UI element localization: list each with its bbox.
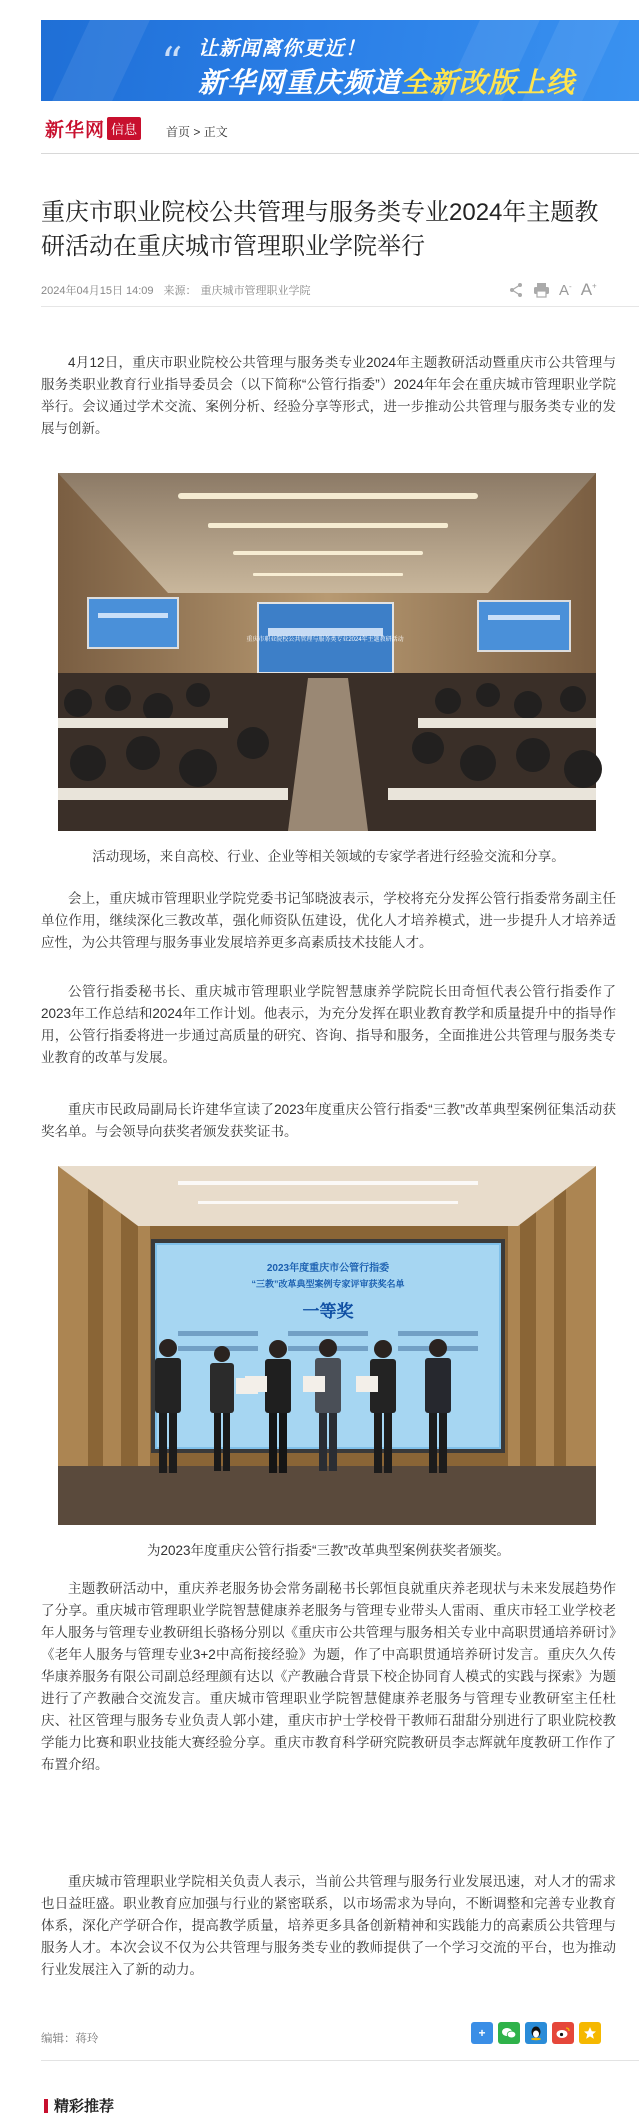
article-meta: [41, 282, 321, 298]
event-photo-awards: [58, 1166, 596, 1525]
share-bar: [471, 2022, 601, 2044]
recommend-heading: 精彩推荐: [44, 2095, 114, 2116]
font-larger-icon[interactable]: A+: [580, 280, 597, 299]
quote-mark-icon: “: [161, 38, 183, 87]
breadcrumb-current: 正文: [203, 125, 228, 139]
article-paragraph: 重庆城市管理职业学院相关负责人表示，当前公共管理与服务行业发展迅速，对人才的需求也日益旺盛。职业教育应加强与行业的紧密联系，以市场需求为导向，不断调整和完善专业教育体系，深化产学研合作，提高教学质量，培养更多具备创新精神和实践能力的高素质公共管理与服务人才。本次会议不仅为公共管理与服务类专业的教师提供了一个学习交流的平台，也为推动行业发展注入了新的动力。: [41, 1874, 616, 1977]
article-paragraph: 重庆市民政局副局长许建华宣读了2023年度重庆公管行指委“三教”改革典型案例征集活动获奖名单。与会领导向获奖者颁发获奖证书。: [41, 1102, 616, 1139]
event-photo-conference: [58, 473, 596, 831]
header-divider: [41, 153, 639, 154]
breadcrumb-separator: >: [193, 125, 201, 139]
promo-banner[interactable]: [41, 20, 639, 101]
photo1-screen-text: 重庆市职业院校公共管理与服务类专业2024年主题教研活动: [246, 637, 404, 643]
photo-caption: 为2023年度重庆公管行指委“三教”改革典型案例获奖者颁奖。: [146, 1543, 511, 1558]
footer-divider: [41, 2060, 639, 2061]
editor-name: 蒋玲: [75, 2033, 99, 2045]
weibo-icon[interactable]: [552, 2022, 574, 2044]
editor-credit: 编辑：蒋玲: [41, 2033, 99, 2045]
banner-slogan: 让新闻离你更近！: [198, 38, 366, 60]
article-paragraph: 公管行指委秘书长、重庆城市管理职业学院智慧康养学院院长田奇恒代表公管行指委作了2023年工作总结和2024年工作计划。他表示，为充分发挥在职业教育教学和质量提升中的指导作用，公管行指委将进一步通过高质量的研究、咨询、指导和服务，全面推进公共管理与服务类专业教育的改革与发展。: [41, 984, 616, 1065]
source-label: 来源：: [163, 285, 197, 297]
article-title: 重庆市职业院校公共管理与服务类专业2024年主题教研活动在重庆城市管理职业学院举行: [41, 199, 599, 260]
qzone-icon[interactable]: [579, 2022, 601, 2044]
article-tools: [508, 280, 597, 300]
font-smaller-icon[interactable]: A-: [559, 281, 572, 299]
publish-date: 2024年04月15日 14:09: [41, 285, 154, 297]
wechat-icon[interactable]: [498, 2022, 520, 2044]
share-icon[interactable]: [508, 282, 524, 298]
article-paragraph: 会上，重庆城市管理职业学院党委书记邹晓波表示，学校将充分发挥公管行指委常务副主任单位作用，继续深化三教改革，强化师资队伍建设，优化人才培养模式，进一步提升人才培养适应性，为公共管理与服务事业发展培养更多高素质技术技能人才。: [41, 891, 616, 950]
photo2-screen-line1: 2023年度重庆市公管行指委: [266, 1263, 390, 1274]
print-icon[interactable]: [533, 282, 550, 298]
source-name: 重庆城市管理职业学院: [200, 285, 311, 297]
meta-divider: [41, 306, 639, 307]
site-logo[interactable]: 新华网 信息: [45, 116, 141, 140]
article-paragraph: 主题教研活动中，重庆养老服务协会常务副秘书长郭恒良就重庆养老现状与未来发展趋势作了分享。重庆城市管理职业学院智慧健康养老服务与管理专业带头人雷雨、重庆市轻工业学校老年人服务与管理专业教研组长骆杨分别以《重庆市公共管理与服务相关专业中高职贯通培养研讨》《老年人服务与管理专业3+2中高衔接经验》为题，作了中高职贯通培养研讨发言。重庆久久传华康养服务有限公司副总经理颜有达以《产教融合背景下校企协同育人模式的实践与探索》为题进行了产教融合交流发言。重庆城市管理职业学院智慧健康养老服务与管理专业教研室主任杜庆、社区管理与服务专业负责人郭小建，重庆市护士学校骨干教师石甜甜分别进行了职业院校教学能力比赛和职业技能大赛经验分享。重庆市教育科学研究院教研员李志辉就年度教研工作作了布置介绍。: [41, 1581, 616, 1772]
banner-headline: 新华网重庆频道全新改版上线: [198, 67, 576, 98]
photo-caption: 活动现场，来自高校、行业、企业等相关领域的专家学者进行经验交流和分享。: [92, 849, 565, 864]
photo2-screen-line2: “三教”改革典型案例专家评审获奖名单: [251, 1279, 405, 1289]
breadcrumb: [166, 123, 228, 140]
qq-icon[interactable]: [525, 2022, 547, 2044]
photo2-screen-award: 一等奖: [302, 1302, 354, 1321]
breadcrumb-home-link[interactable]: 首页: [166, 125, 191, 139]
article-paragraph: 4月12日，重庆市职业院校公共管理与服务类专业2024年主题教研活动暨重庆市公共管理与服务类职业教育行业指导委员会（以下简称“公管行指委”）2024年年会在重庆城市管理职业学院举行。会议通过学术交流、案例分析、经验分享等形式，进一步推动公共管理与服务类专业的发展与创新。: [41, 355, 616, 436]
share-plus-icon[interactable]: +: [471, 2022, 493, 2044]
